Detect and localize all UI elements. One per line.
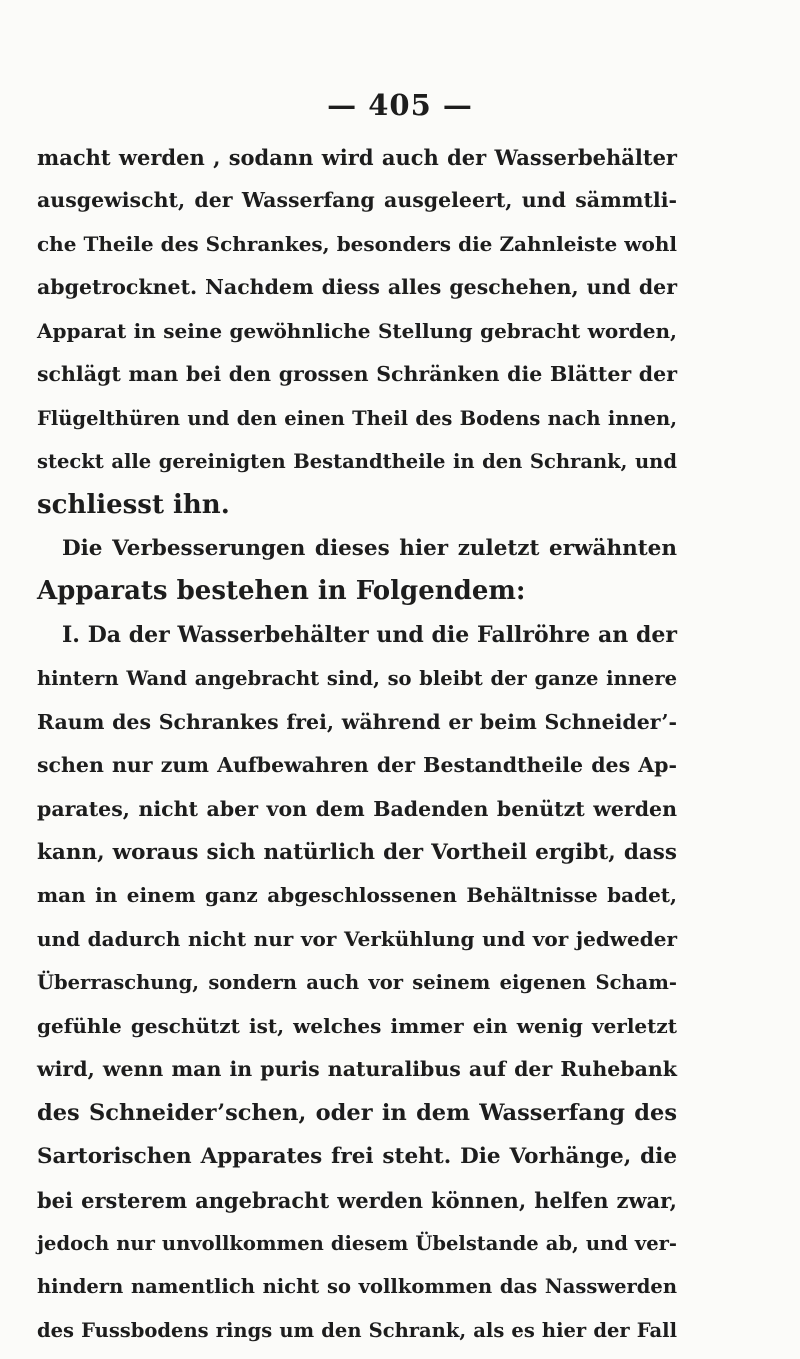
text-line: Apparat in seine gewöhnliche Stellung gebracht worden, — [37, 318, 677, 343]
text-line: Überraschung, sondern auch vor seinem eigenen Scham- — [37, 971, 677, 995]
text-line: bei ersterem angebracht werden können, helfen zwar, — [37, 1187, 677, 1213]
text-line: steckt alle gereinigten Bestandtheile in den Schrank, und — [37, 450, 677, 474]
text-line: Flügelthüren und den einen Theil des Bodens nach innen, — [37, 406, 677, 430]
body-text — [37, 136, 677, 1352]
text-line: schliesst ihn. — [37, 489, 230, 520]
text-line: und dadurch nicht nur vor Verkühlung und vor jedweder — [37, 926, 677, 951]
text-line: Die Verbesserungen dieses hier zuletzt erwähnten — [62, 535, 677, 561]
text-line: hindern namentlich nicht so vollkommen das Nasswerden — [37, 1275, 677, 1299]
text-line: Raum des Schrankes frei, während er beim Schneider’- — [37, 709, 677, 734]
text-line: ausgewischt, der Wasserfang ausgeleert, und sämmtli- — [37, 188, 677, 213]
text-line: che Theile des Schrankes, besonders die Zahnleiste wohl — [37, 231, 677, 256]
text-line: des Fussbodens rings um den Schrank, als es hier der Fall — [37, 1318, 677, 1342]
text-line: wird, wenn man in puris naturalibus auf der Ruhebank — [37, 1057, 677, 1082]
text-line: kann, woraus sich natürlich der Vortheil ergibt, dass — [37, 840, 677, 865]
text-line: hintern Wand angebracht sind, so bleibt der ganze innere — [37, 667, 677, 691]
text-line: Apparats bestehen in Folgendem: — [37, 576, 526, 607]
text-line: schlägt man bei den grossen Schränken die Blätter der — [37, 362, 677, 387]
text-line: man in einem ganz abgeschlossenen Behältnisse badet, — [37, 883, 677, 908]
text-line: parates, nicht aber von dem Badenden benützt werden — [37, 796, 677, 821]
text-line: macht werden , sodann wird auch der Wasserbehälter — [37, 145, 677, 170]
text-line: jedoch nur unvollkommen diesem Übelstande ab, und ver- — [37, 1231, 677, 1255]
text-line: Sartorischen Apparates frei steht. Die Vorhänge, die — [37, 1144, 677, 1170]
page-number: — 405 — — [327, 88, 473, 122]
text-line: I. Da der Wasserbehälter und die Fallröhre an der — [62, 621, 677, 648]
text-line: schen nur zum Aufbewahren der Bestandtheile des Ap- — [37, 753, 677, 778]
text-line: abgetrocknet. Nachdem diess alles geschehen, und der — [37, 275, 677, 300]
text-line: gefühle geschützt ist, welches immer ein wenig verletzt — [37, 1013, 677, 1038]
text-line: des Schneider’schen, oder in dem Wasserfang des — [37, 1099, 677, 1126]
